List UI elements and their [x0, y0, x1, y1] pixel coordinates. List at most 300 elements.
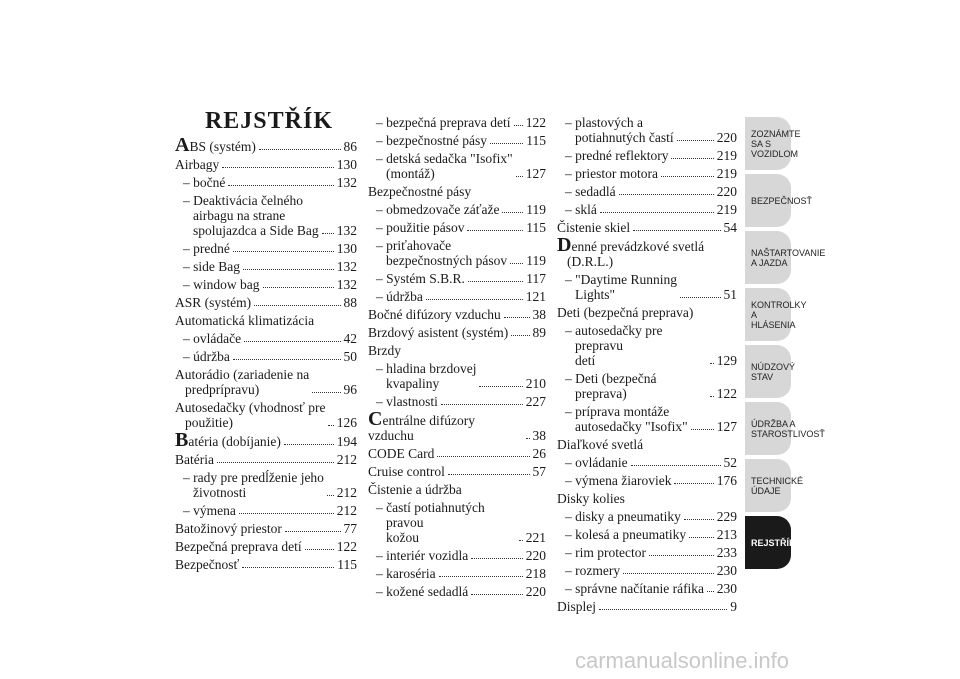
entry-page-number: 115: [526, 133, 546, 148]
entry-page-number: 54: [723, 220, 737, 235]
dot-leader: [510, 263, 523, 264]
index-entry-text: [175, 557, 239, 572]
index-entry: [376, 584, 546, 599]
index-entry: [183, 331, 357, 346]
entry-label: – plastových a potiahnutých častí: [565, 115, 674, 145]
index-entry-text: [376, 394, 438, 409]
dot-leader: [691, 429, 714, 430]
index-entry-text: [175, 367, 309, 397]
dot-leader: [217, 462, 334, 463]
index-heading: [175, 313, 357, 328]
index-heading: [368, 184, 546, 199]
dot-leader: [328, 425, 333, 426]
entry-page-number: 96: [343, 382, 357, 397]
dot-leader: [233, 359, 341, 360]
initial-letter: B: [175, 429, 189, 451]
index-entry: [565, 563, 737, 578]
dot-leader: [479, 386, 522, 387]
index-entry-text: [183, 277, 260, 292]
index-entry: [376, 238, 546, 268]
dot-leader: [322, 233, 334, 234]
entry-label: – vlastnosti: [376, 394, 438, 409]
entry-label: Autosedačky (vhodnosť pre použitie): [175, 400, 326, 430]
dot-leader: [689, 537, 714, 538]
entry-page-number: 50: [343, 349, 357, 364]
entry-label: atéria (dobíjanie): [188, 434, 281, 449]
index-entry: [368, 307, 546, 322]
index-entry: [175, 521, 357, 536]
chapter-tab[interactable]: ZOZNÁMTE SA S VOZIDLOM: [745, 117, 791, 170]
entry-page-number: 221: [525, 530, 546, 545]
dot-leader: [514, 125, 523, 126]
index-entry-text: [183, 193, 319, 238]
index-entry: [565, 148, 737, 163]
index-entry: [565, 323, 737, 368]
dot-leader: [228, 185, 333, 186]
entry-page-number: 229: [716, 509, 737, 524]
entry-page-number: 212: [336, 452, 357, 467]
entry-page-number: 127: [716, 419, 737, 434]
entry-label: Displej: [557, 599, 596, 614]
index-entry-text: [565, 563, 620, 578]
index-entry: [183, 277, 357, 292]
chapter-tab[interactable]: NAŠTARTOVANIE A JAZDA: [745, 231, 791, 284]
index-entry-text: [183, 470, 324, 500]
dot-leader: [710, 363, 714, 364]
index-entry: [376, 220, 546, 235]
index-entry: [565, 545, 737, 560]
index-heading-text: Bezpečnostné pásy: [368, 184, 472, 199]
entry-label: ASR (systém): [175, 295, 252, 310]
index-entry: [376, 133, 546, 148]
index-entry-text: [557, 599, 596, 614]
index-entry-text: [175, 157, 219, 172]
dot-leader: [426, 299, 523, 300]
entry-page-number: 220: [716, 184, 737, 199]
entry-label: Batožinový priestor: [175, 521, 282, 536]
entry-page-number: 88: [343, 295, 357, 310]
entry-page-number: 230: [716, 563, 737, 578]
entry-label: – výmena žiaroviek: [565, 473, 672, 488]
index-entry: [175, 429, 357, 451]
dot-leader: [649, 555, 714, 556]
index-entry-text: [565, 509, 681, 524]
entry-label: Bočné difúzory vzduchu: [368, 307, 501, 322]
index-entry: [565, 581, 737, 596]
dot-leader: [599, 609, 727, 610]
index-heading: [557, 305, 737, 320]
entry-label: – predné: [183, 241, 230, 256]
entry-label: – sklá: [565, 202, 597, 217]
index-entry: [368, 325, 546, 340]
entry-page-number: 126: [336, 415, 357, 430]
chapter-tab[interactable]: BEZPEČNOSŤ: [745, 174, 791, 227]
dot-leader: [631, 465, 721, 466]
chapter-tab[interactable]: KONTROLKY A HLÁSENIA: [745, 288, 791, 341]
index-entry: [565, 371, 737, 401]
dot-leader: [285, 531, 341, 532]
entry-label: – ovládanie: [565, 455, 628, 470]
entry-page-number: 213: [716, 527, 737, 542]
entry-page-number: 194: [336, 434, 357, 449]
initial-letter: C: [368, 408, 383, 430]
dot-leader: [305, 549, 334, 550]
entry-label: – bočné: [183, 175, 226, 190]
index-column-3: [557, 115, 737, 617]
entry-page-number: 227: [525, 394, 546, 409]
dot-leader: [439, 576, 523, 577]
index-entry: [565, 455, 737, 470]
index-entry: [183, 503, 357, 518]
entry-page-number: 212: [336, 485, 357, 500]
chapter-tab[interactable]: TECHNICKÉ ÚDAJE: [745, 459, 791, 512]
index-entry-text: [376, 361, 476, 391]
entry-page-number: 132: [336, 175, 357, 190]
index-entry-text: [368, 446, 434, 461]
index-heading-text: Disky kolies: [557, 491, 625, 506]
entry-page-number: 220: [525, 548, 546, 563]
entry-page-number: 220: [716, 130, 737, 145]
entry-label: – karoséria: [376, 566, 436, 581]
entry-label: CODE Card: [368, 446, 435, 461]
index-entry: [376, 271, 546, 286]
entry-page-number: 89: [532, 325, 546, 340]
index-entry-text: [565, 272, 677, 302]
index-entry: [368, 408, 546, 443]
index-entry: [565, 166, 737, 181]
entry-page-number: 130: [336, 241, 357, 256]
index-entry: [376, 289, 546, 304]
entry-page-number: 132: [336, 259, 357, 274]
entry-page-number: 122: [336, 539, 357, 554]
dot-leader: [242, 567, 334, 568]
index-entry: [565, 404, 737, 434]
index-entry: [175, 400, 357, 430]
dot-leader: [684, 519, 714, 520]
entry-page-number: 38: [532, 428, 546, 443]
index-entry: [183, 259, 357, 274]
index-entry: [565, 509, 737, 524]
index-entry-text: [565, 581, 704, 596]
entry-label: – predné reflektory: [565, 148, 669, 163]
dot-leader: [437, 456, 529, 457]
entry-label: Čistenie skiel: [557, 220, 631, 235]
index-entry-text: [376, 220, 464, 235]
index-entry-text: [565, 545, 646, 560]
dot-leader: [661, 176, 714, 177]
index-entry-text: [368, 325, 508, 340]
index-entry-text: [376, 151, 513, 181]
index-entry: [183, 241, 357, 256]
entry-label: Cruise control: [368, 464, 445, 479]
page-title: REJSTŘÍK: [204, 108, 334, 134]
index-entry-text: [376, 548, 468, 563]
dot-leader: [511, 335, 529, 336]
entry-label: – príprava montáže autosedačky "Isofix": [565, 404, 688, 434]
index-entry-text: [183, 241, 230, 256]
dot-leader: [516, 176, 523, 177]
entry-page-number: 132: [336, 277, 357, 292]
index-entry-text: [565, 371, 707, 401]
index-entry-text: [565, 115, 674, 145]
dot-leader: [504, 317, 530, 318]
dot-leader: [519, 540, 523, 541]
dot-leader: [233, 251, 334, 252]
index-heading-text: enné prevádzkové svetlá (D.R.L.): [567, 239, 705, 269]
index-entry-text: [376, 238, 507, 268]
entry-page-number: 77: [343, 521, 357, 536]
dot-leader: [619, 194, 714, 195]
entry-label: Batéria: [175, 452, 214, 467]
entry-label: – Deti (bezpečná preprava): [565, 371, 657, 401]
index-heading-text: Čistenie a údržba: [368, 482, 462, 497]
entry-label: – rim protector: [565, 545, 646, 560]
index-entry-text: [557, 220, 630, 235]
index-entry: [557, 599, 737, 614]
index-entry: [175, 452, 357, 467]
entry-page-number: 122: [525, 115, 546, 130]
index-entry: [175, 295, 357, 310]
entry-page-number: 86: [343, 139, 357, 154]
entry-label: BS (systém): [189, 139, 256, 154]
entry-page-number: 51: [723, 287, 737, 302]
entry-label: – správne načítanie ráfika: [565, 581, 705, 596]
entry-page-number: 132: [336, 223, 357, 238]
index-entry: [175, 157, 357, 172]
entry-page-number: 26: [532, 446, 546, 461]
entry-label: Bezpečná preprava detí: [175, 539, 302, 554]
dot-leader: [244, 341, 340, 342]
entry-label: – priťahovače bezpečnostných pásov: [376, 238, 508, 268]
index-heading-text: Brzdy: [368, 343, 401, 358]
entry-label: – údržba: [376, 289, 423, 304]
entry-label: – hladina brzdovej kvapaliny: [376, 361, 477, 391]
watermark: carmanualsonline.info: [575, 648, 790, 673]
dot-leader: [239, 513, 334, 514]
index-entry: [183, 470, 357, 500]
entry-page-number: 127: [525, 166, 546, 181]
index-entry: [175, 367, 357, 397]
dot-leader: [441, 404, 523, 405]
index-entry-text: [175, 429, 281, 451]
entry-label: – sedadlá: [565, 184, 616, 199]
entry-label: – bezpečnostné pásy: [376, 133, 487, 148]
index-entry-text: [376, 289, 423, 304]
chapter-tab[interactable]: NÚDZOVÝ STAV: [745, 345, 791, 398]
index-column-1: [175, 134, 357, 575]
entry-page-number: 122: [716, 386, 737, 401]
entry-label: – Deaktivácia čelného airbagu na strane spolujazdca a Side Bag: [183, 193, 319, 238]
dot-leader: [467, 230, 523, 231]
entry-label: – obmedzovače záťaže: [376, 202, 500, 217]
index-entry-text: [565, 404, 688, 434]
index-entry-text: [565, 455, 628, 470]
index-entry-text: [175, 400, 325, 430]
index-entry: [376, 566, 546, 581]
entry-label: – disky a pneumatiky: [565, 509, 681, 524]
entry-page-number: 219: [716, 148, 737, 163]
dot-leader: [263, 287, 334, 288]
index-entry: [183, 349, 357, 364]
index-entry: [183, 175, 357, 190]
index-entry: [565, 272, 737, 302]
entry-label: – Systém S.B.R.: [376, 271, 465, 286]
entry-page-number: 38: [532, 307, 546, 322]
index-heading: [368, 343, 546, 358]
entry-page-number: 220: [525, 584, 546, 599]
page-number: 291: [757, 546, 783, 563]
index-entry: [183, 193, 357, 238]
dot-leader: [677, 140, 714, 141]
dot-leader: [222, 167, 334, 168]
entry-page-number: 212: [336, 503, 357, 518]
entry-page-number: 218: [525, 566, 546, 581]
entry-label: – autosedačky pre prepravu detí: [565, 323, 663, 368]
chapter-tabs: [745, 117, 826, 573]
entry-page-number: 57: [532, 464, 546, 479]
dot-leader: [312, 392, 340, 393]
entry-label: – side Bag: [183, 259, 240, 274]
entry-label: – window bag: [183, 277, 260, 292]
entry-page-number: 117: [526, 271, 546, 286]
index-entry-text: [565, 323, 707, 368]
entry-label: – údržba: [183, 349, 230, 364]
index-entry: [376, 548, 546, 563]
entry-label: – priestor motora: [565, 166, 658, 181]
index-heading: [557, 234, 737, 269]
dot-leader: [710, 396, 714, 397]
index-entry-text: [175, 521, 282, 536]
dot-leader: [254, 305, 340, 306]
chapter-tab[interactable]: REJSTŘÍK: [745, 516, 791, 569]
index-heading-text: Automatická klimatizácia: [175, 313, 315, 328]
dot-leader: [259, 149, 341, 150]
index-entry: [565, 184, 737, 199]
entry-page-number: 176: [716, 473, 737, 488]
dot-leader: [526, 438, 530, 439]
initial-letter: D: [557, 234, 572, 256]
entry-label: – kolesá a pneumatiky: [565, 527, 687, 542]
dot-leader: [623, 573, 714, 574]
dot-leader: [243, 269, 334, 270]
index-entry: [175, 557, 357, 572]
entry-label: – častí potiahnutých pravou kožou: [376, 500, 485, 545]
entry-label: – rady pre predĺženie jeho životnosti: [183, 470, 324, 500]
initial-letter: A: [175, 134, 190, 156]
index-heading: [557, 437, 737, 452]
entry-page-number: 210: [525, 376, 546, 391]
dot-leader: [471, 558, 523, 559]
entry-label: – interiér vozidla: [376, 548, 469, 563]
index-entry: [565, 473, 737, 488]
entry-page-number: 42: [343, 331, 357, 346]
entry-page-number: 52: [723, 455, 737, 470]
index-entry-text: [376, 202, 499, 217]
index-entry-text: [183, 175, 225, 190]
index-entry-text: [565, 184, 616, 199]
entry-page-number: 115: [337, 557, 357, 572]
index-column-2: [368, 115, 546, 602]
entry-label: – kožené sedadlá: [376, 584, 469, 599]
index-entry: [376, 394, 546, 409]
index-entry: [376, 115, 546, 130]
index-entry: [376, 361, 546, 391]
dot-leader: [448, 474, 530, 475]
index-entry: [565, 527, 737, 542]
entry-page-number: 219: [716, 202, 737, 217]
dot-leader: [674, 483, 713, 484]
dot-leader: [502, 212, 523, 213]
entry-label: Airbagy: [175, 157, 220, 172]
index-entry-text: [183, 503, 236, 518]
dot-leader: [284, 444, 334, 445]
dot-leader: [600, 212, 714, 213]
dot-leader: [633, 230, 720, 231]
index-entry-text: [376, 500, 516, 545]
index-entry-text: [376, 115, 511, 130]
index-entry-text: [368, 464, 445, 479]
index-entry-text: [376, 133, 487, 148]
index-entry: [368, 464, 546, 479]
entry-page-number: 219: [716, 166, 737, 181]
index-entry-text: [183, 349, 230, 364]
entry-page-number: 129: [716, 353, 737, 368]
entry-label: – použitie pásov: [376, 220, 465, 235]
index-heading-text: Diaľkové svetlá: [557, 437, 644, 452]
entry-page-number: 121: [525, 289, 546, 304]
entry-label: – rozmery: [565, 563, 621, 578]
entry-page-number: 130: [336, 157, 357, 172]
index-entry-text: [175, 452, 214, 467]
index-heading-text: Deti (bezpečná preprava): [557, 305, 694, 320]
entry-label: – výmena: [183, 503, 236, 518]
entry-label: entrálne difúzory vzduchu: [368, 413, 476, 443]
entry-page-number: 9: [730, 599, 737, 614]
entry-label: Brzdový asistent (systém): [368, 325, 509, 340]
index-entry-text: [183, 331, 241, 346]
dot-leader: [327, 495, 334, 496]
entry-label: – bezpečná preprava detí: [376, 115, 511, 130]
entry-page-number: 233: [716, 545, 737, 560]
dot-leader: [468, 281, 523, 282]
entry-page-number: 119: [526, 202, 546, 217]
entry-label: – "Daytime Running Lights": [565, 272, 678, 302]
entry-label: – detská sedačka "Isofix" (montáž): [376, 151, 513, 181]
index-entry-text: [565, 527, 686, 542]
entry-page-number: 230: [716, 581, 737, 596]
chapter-tab[interactable]: ÚDRŽBA A STAROSTLIVOSŤ: [745, 402, 791, 455]
index-entry-text: [376, 584, 468, 599]
dot-leader: [490, 143, 523, 144]
index-entry-text: [368, 408, 523, 443]
index-entry-text: [376, 271, 465, 286]
index-entry-text: [183, 259, 240, 274]
index-entry-text: [175, 134, 256, 156]
entry-page-number: 115: [526, 220, 546, 235]
entry-label: Autorádio (zariadenie na predprípravu): [175, 367, 310, 397]
index-entry: [376, 151, 546, 181]
index-entry: [376, 202, 546, 217]
index-entry: [368, 446, 546, 461]
index-heading: [368, 482, 546, 497]
index-entry-text: [368, 307, 501, 322]
index-heading: [557, 491, 737, 506]
index-entry: [557, 220, 737, 235]
dot-leader: [471, 594, 523, 595]
index-entry: [565, 115, 737, 145]
index-entry-text: [565, 202, 597, 217]
index-entry-text: [565, 473, 671, 488]
